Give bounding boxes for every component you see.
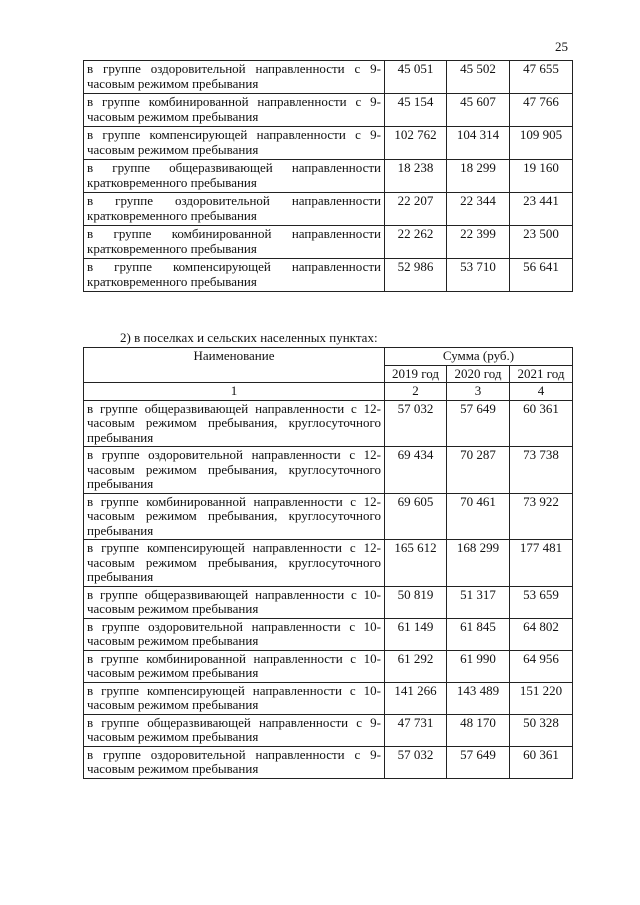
value-2021: 53 659 — [510, 586, 573, 618]
value-2020: 57 649 — [447, 400, 510, 447]
value-2020: 22 399 — [447, 226, 510, 259]
table-row — [84, 61, 573, 94]
table-row — [84, 682, 573, 714]
value-2019: 22 262 — [385, 226, 447, 259]
value-2021: 19 160 — [510, 160, 573, 193]
value-2019: 18 238 — [385, 160, 447, 193]
value-2019: 45 051 — [385, 61, 447, 94]
row-name: в группе общеразвивающей направленности с 12-часовым режимом пребывания, круглосуточного пребывания — [84, 400, 385, 447]
table-row — [84, 650, 573, 682]
value-2021: 73 738 — [510, 447, 573, 494]
table-row — [84, 226, 573, 259]
column-number-1: 1 — [84, 383, 385, 401]
row-name: в группе общеразвивающей направленности с 9-часовым режимом пребывания — [84, 714, 385, 746]
value-2020: 53 710 — [447, 259, 510, 292]
table-row — [84, 259, 573, 292]
value-2019: 61 292 — [385, 650, 447, 682]
row-name: в группе компенсирующей направленности кратковременного пребывания — [84, 259, 385, 292]
row-name: в группе компенсирующей направленности с 9-часовым режимом пребывания — [84, 127, 385, 160]
row-name: в группе оздоровительной направленности с 10-часовым режимом пребывания — [84, 618, 385, 650]
table-row — [84, 540, 573, 587]
header-year-2021: 2021 год — [510, 365, 573, 383]
column-number-3: 3 — [447, 383, 510, 401]
table-row — [84, 94, 573, 127]
value-2020: 104 314 — [447, 127, 510, 160]
value-2019: 57 032 — [385, 746, 447, 778]
value-2021: 60 361 — [510, 746, 573, 778]
row-name: в группе компенсирующей направленности с 12-часовым режимом пребывания, круглосуточного пребывания — [84, 540, 385, 587]
column-number-4: 4 — [510, 383, 573, 401]
row-name: в группе компенсирующей направленности с 10-часовым режимом пребывания — [84, 682, 385, 714]
value-2020: 61 845 — [447, 618, 510, 650]
tariff-table-continued — [83, 60, 573, 292]
value-2021: 177 481 — [510, 540, 573, 587]
column-number-2: 2 — [385, 383, 447, 401]
table1-body — [84, 61, 573, 292]
header-row — [84, 348, 573, 366]
table-row — [84, 193, 573, 226]
value-2021: 47 766 — [510, 94, 573, 127]
table-row — [84, 127, 573, 160]
page-number: 25 — [555, 39, 568, 54]
value-2021: 73 922 — [510, 493, 573, 540]
value-2019: 47 731 — [385, 714, 447, 746]
value-2019: 165 612 — [385, 540, 447, 587]
value-2019: 69 605 — [385, 493, 447, 540]
value-2020: 168 299 — [447, 540, 510, 587]
value-2019: 52 986 — [385, 259, 447, 292]
value-2021: 151 220 — [510, 682, 573, 714]
value-2020: 45 607 — [447, 94, 510, 127]
value-2021: 64 802 — [510, 618, 573, 650]
value-2021: 23 441 — [510, 193, 573, 226]
value-2020: 51 317 — [447, 586, 510, 618]
value-2021: 109 905 — [510, 127, 573, 160]
value-2019: 57 032 — [385, 400, 447, 447]
value-2020: 48 170 — [447, 714, 510, 746]
table-row — [84, 493, 573, 540]
row-name: в группе общеразвивающей направленности с 10-часовым режимом пребывания — [84, 586, 385, 618]
value-2019: 69 434 — [385, 447, 447, 494]
header-year-2019: 2019 год — [385, 365, 447, 383]
value-2021: 50 328 — [510, 714, 573, 746]
value-2020: 143 489 — [447, 682, 510, 714]
row-name: в группе оздоровительной направленности кратковременного пребывания — [84, 193, 385, 226]
value-2019: 61 149 — [385, 618, 447, 650]
value-2020: 70 287 — [447, 447, 510, 494]
value-2020: 18 299 — [447, 160, 510, 193]
value-2020: 45 502 — [447, 61, 510, 94]
row-name: в группе комбинированной направленности с 12-часовым режимом пребывания, круглосуточного пребывания — [84, 493, 385, 540]
header-year-2020: 2020 год — [447, 365, 510, 383]
value-2019: 141 266 — [385, 682, 447, 714]
value-2020: 61 990 — [447, 650, 510, 682]
column-number-row — [84, 383, 573, 401]
table-row — [84, 400, 573, 447]
value-2019: 22 207 — [385, 193, 447, 226]
value-2019: 45 154 — [385, 94, 447, 127]
tariff-table-rural — [83, 347, 573, 779]
row-name: в группе оздоровительной направленности с 9-часовым режимом пребывания — [84, 746, 385, 778]
table-row — [84, 586, 573, 618]
table-row — [84, 714, 573, 746]
section-heading: 2) в поселках и сельских населенных пунктах: — [120, 330, 378, 345]
row-name: в группе комбинированной направленности с 10-часовым режимом пребывания — [84, 650, 385, 682]
row-name: в группе комбинированной направленности с 9-часовым режимом пребывания — [84, 94, 385, 127]
row-name: в группе общеразвивающей направленности кратковременного пребывания — [84, 160, 385, 193]
value-2019: 50 819 — [385, 586, 447, 618]
table-row — [84, 746, 573, 778]
header-sum: Сумма (руб.) — [385, 348, 573, 366]
value-2021: 56 641 — [510, 259, 573, 292]
header-name: Наименование — [84, 348, 385, 383]
row-name: в группе оздоровительной направленности с 9-часовым режимом пребывания — [84, 61, 385, 94]
value-2020: 70 461 — [447, 493, 510, 540]
table2-body — [84, 400, 573, 778]
table-row — [84, 618, 573, 650]
value-2020: 22 344 — [447, 193, 510, 226]
table2-header — [84, 348, 573, 401]
value-2021: 60 361 — [510, 400, 573, 447]
value-2019: 102 762 — [385, 127, 447, 160]
value-2021: 23 500 — [510, 226, 573, 259]
table-row — [84, 447, 573, 494]
row-name: в группе оздоровительной направленности с 12-часовым режимом пребывания, круглосуточного пребывания — [84, 447, 385, 494]
value-2021: 47 655 — [510, 61, 573, 94]
row-name: в группе комбинированной направленности кратковременного пребывания — [84, 226, 385, 259]
value-2020: 57 649 — [447, 746, 510, 778]
table-row — [84, 160, 573, 193]
value-2021: 64 956 — [510, 650, 573, 682]
